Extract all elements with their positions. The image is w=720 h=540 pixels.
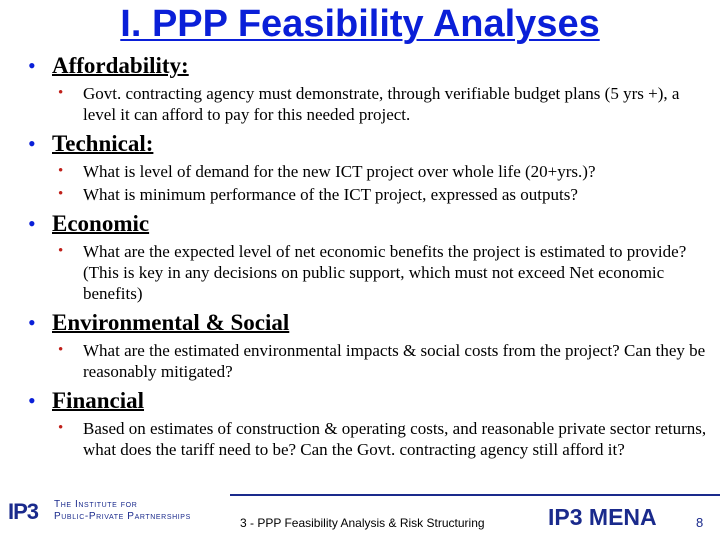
ip3-logo-mark: IP3 xyxy=(8,499,39,524)
section-affordability xyxy=(28,51,708,125)
section-heading: Technical: xyxy=(52,131,154,156)
sub-bullet-icon: • xyxy=(58,85,64,101)
ip3-mena-logo: IP3 MENA xyxy=(548,504,657,530)
page-number: 8 xyxy=(696,515,704,530)
main-bullet-icon: • xyxy=(28,388,36,413)
slide-content xyxy=(28,51,708,464)
sub-bullet-icon: • xyxy=(58,243,64,259)
main-bullet-icon: • xyxy=(28,310,36,335)
section-heading: Economic xyxy=(52,211,150,236)
footer-divider xyxy=(230,494,720,496)
sub-bullet-icon: • xyxy=(58,163,64,179)
list-item: • Based on estimates of construction & operating costs, and reasonable private sector returns, what does the tariff need to be? Can the Govt. contracting agency still afford it? xyxy=(58,419,707,459)
section-environmental-social xyxy=(28,308,708,382)
sub-bullet-icon: • xyxy=(58,420,64,436)
main-bullet-icon: • xyxy=(28,53,36,78)
list-item: • What is level of demand for the new ICT project over whole life (20+yrs.)? xyxy=(58,162,596,181)
section-heading: Affordability: xyxy=(52,53,189,78)
section-technical xyxy=(28,129,708,205)
list-item: • Govt. contracting agency must demonstrate, through verifiable budget plans (5 yrs +), a level it can afford to pay for this needed project. xyxy=(58,84,680,124)
ip3-logo-name: The Institute for Public-Private Partnerships xyxy=(54,499,191,522)
list-item: • What are the estimated environmental impacts & social costs from the project? Can they be reasonably mitigated? xyxy=(58,341,706,381)
section-heading: Financial xyxy=(52,388,145,413)
footer-text: 3 - PPP Feasibility Analysis & Risk Structuring xyxy=(240,516,485,530)
section-financial xyxy=(28,386,708,460)
main-bullet-icon: • xyxy=(28,131,36,156)
list-item: • What is minimum performance of the ICT project, expressed as outputs? xyxy=(58,185,578,204)
sub-bullet-icon: • xyxy=(58,186,64,202)
section-economic xyxy=(28,209,708,304)
section-heading: Environmental & Social xyxy=(52,310,290,335)
list-item: • What are the expected level of net economic benefits the project is estimated to provide? (This is key in any decisions on public support, which must not exceed Net economic benefits) xyxy=(58,242,687,303)
slide-title: I. PPP Feasibility Analyses xyxy=(120,3,600,45)
main-bullet-icon: • xyxy=(28,211,36,236)
sub-bullet-icon: • xyxy=(58,342,64,358)
ip3-logo xyxy=(8,497,218,531)
